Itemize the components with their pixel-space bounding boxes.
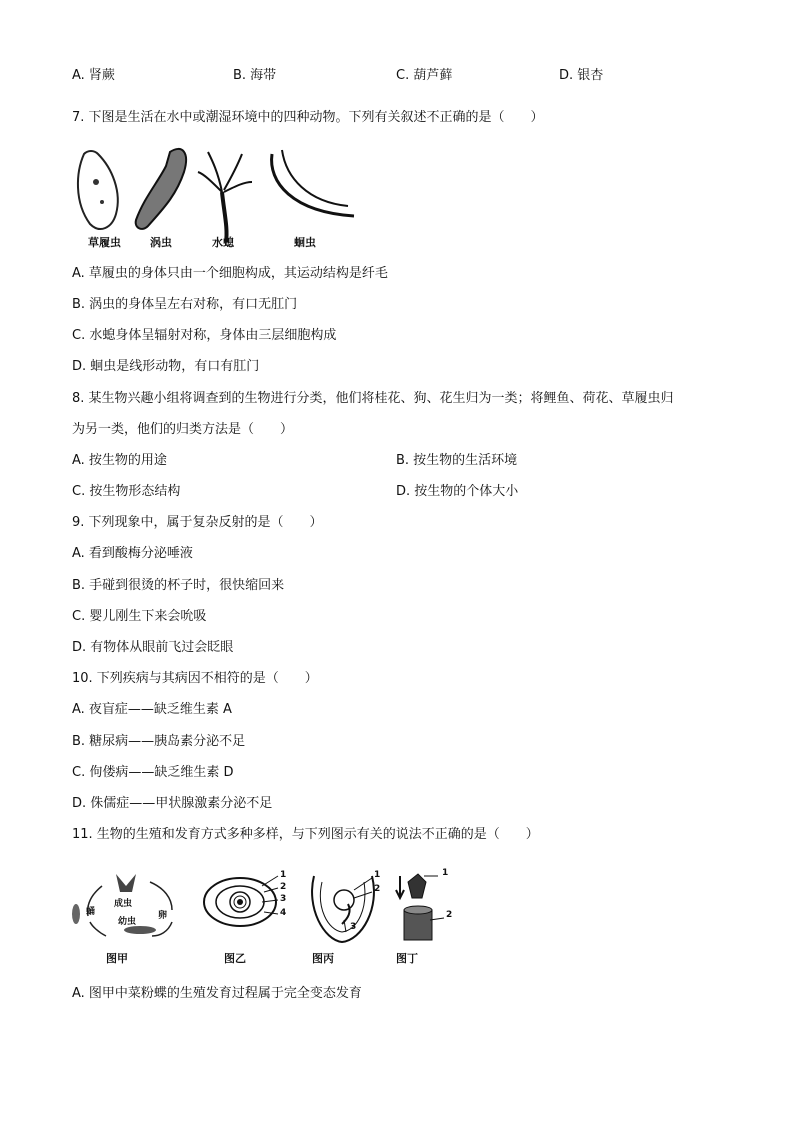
ding-grafting-diagram bbox=[394, 868, 454, 944]
ding-num-1: 1 bbox=[442, 868, 449, 878]
q9-option-b: B. 手碰到很烫的杯子时，很快缩回来 bbox=[72, 578, 285, 593]
q7-label-roundworm: 蛔虫 bbox=[294, 236, 316, 249]
q6-option-b: B. 海带 bbox=[233, 68, 277, 83]
q10-option-b: B. 糖尿病——胰岛素分泌不足 bbox=[72, 734, 246, 749]
q6-option-a: A. 肾蕨 bbox=[72, 68, 115, 83]
bing-num-1: 1 bbox=[374, 870, 381, 880]
q11-stem: 11. 生物的生殖和发育方式多种多样，与下列图示有关的说法不正确的是（ ） bbox=[72, 827, 539, 842]
q7-label-hydra: 水螅 bbox=[212, 236, 234, 249]
q6-option-d: D. 银杏 bbox=[559, 68, 604, 83]
q9-option-d: D. 有物体从眼前飞过会眨眼 bbox=[72, 640, 234, 655]
q10-option-a: A. 夜盲症——缺乏维生素 A bbox=[72, 702, 232, 717]
q8-option-d: D. 按生物的个体大小 bbox=[396, 484, 519, 499]
q11-option-a: A. 图甲中菜粉蝶的生殖发育过程属于完全变态发育 bbox=[72, 986, 362, 1001]
q10-option-d: D. 侏儒症——甲状腺激素分泌不足 bbox=[72, 796, 273, 811]
yi-num-3: 3 bbox=[280, 894, 287, 904]
q11-label-ding: 图丁 bbox=[396, 952, 418, 965]
q8-option-a: A. 按生物的用途 bbox=[72, 453, 167, 468]
yi-num-1: 1 bbox=[280, 870, 287, 880]
q8-stem-line1: 8. 某生物兴趣小组将调查到的生物进行分类，他们将桂花、狗、花生归为一类；将鲤鱼、荷花、草履虫归 bbox=[72, 391, 674, 406]
bing-num-2: 2 bbox=[374, 884, 381, 894]
jia-egg-label: 卵 bbox=[158, 911, 168, 921]
q11-label-yi: 图乙 bbox=[224, 952, 246, 965]
bing-num-3: 3 bbox=[350, 922, 357, 932]
yi-num-4: 4 bbox=[280, 908, 287, 918]
jia-larva-label: 幼虫 bbox=[118, 917, 137, 927]
q8-option-b: B. 按生物的生活环境 bbox=[396, 453, 518, 468]
q9-stem: 9. 下列现象中，属于复杂反射的是（ ） bbox=[72, 515, 323, 530]
jia-adult-label: 成虫 bbox=[114, 899, 133, 909]
bing-uterus-diagram bbox=[304, 868, 384, 946]
q7-label-planarian: 涡虫 bbox=[150, 236, 172, 249]
q7-option-a: A. 草履虫的身体只由一个细胞构成，其运动结构是纤毛 bbox=[72, 266, 388, 281]
q7-option-b: B. 涡虫的身体呈左右对称，有口无肛门 bbox=[72, 297, 298, 312]
q7-animal-figure bbox=[72, 142, 362, 252]
q7-option-c: C. 水螅身体呈辐射对称，身体由三层细胞构成 bbox=[72, 328, 337, 343]
q11-label-jia: 图甲 bbox=[106, 952, 128, 965]
q8-option-c: C. 按生物形态结构 bbox=[72, 484, 181, 499]
q9-option-a: A. 看到酸梅分泌唾液 bbox=[72, 546, 193, 561]
q7-option-d: D. 蛔虫是线形动物，有口有肛门 bbox=[72, 359, 260, 374]
yi-egg-diagram bbox=[202, 872, 292, 952]
ding-num-2: 2 bbox=[446, 910, 453, 920]
q8-stem-line2: 为另一类，他们的归类方法是（ ） bbox=[72, 422, 294, 437]
q10-stem: 10. 下列疾病与其病因不相符的是（ ） bbox=[72, 671, 318, 686]
q9-option-c: C. 婴儿刚生下来会吮吸 bbox=[72, 609, 207, 624]
q11-label-bing: 图丙 bbox=[312, 952, 334, 965]
yi-num-2: 2 bbox=[280, 882, 287, 892]
q11-reproduction-figure bbox=[72, 864, 462, 968]
q10-option-c: C. 佝偻病——缺乏维生素 D bbox=[72, 765, 234, 780]
jia-pupa-label: 蛹 bbox=[86, 907, 96, 917]
q7-label-paramecium: 草履虫 bbox=[88, 236, 121, 249]
q7-stem: 7. 下图是生活在水中或潮湿环境中的四种动物。下列有关叙述不正确的是（ ） bbox=[72, 110, 544, 125]
q6-option-c: C. 葫芦藓 bbox=[396, 68, 453, 83]
